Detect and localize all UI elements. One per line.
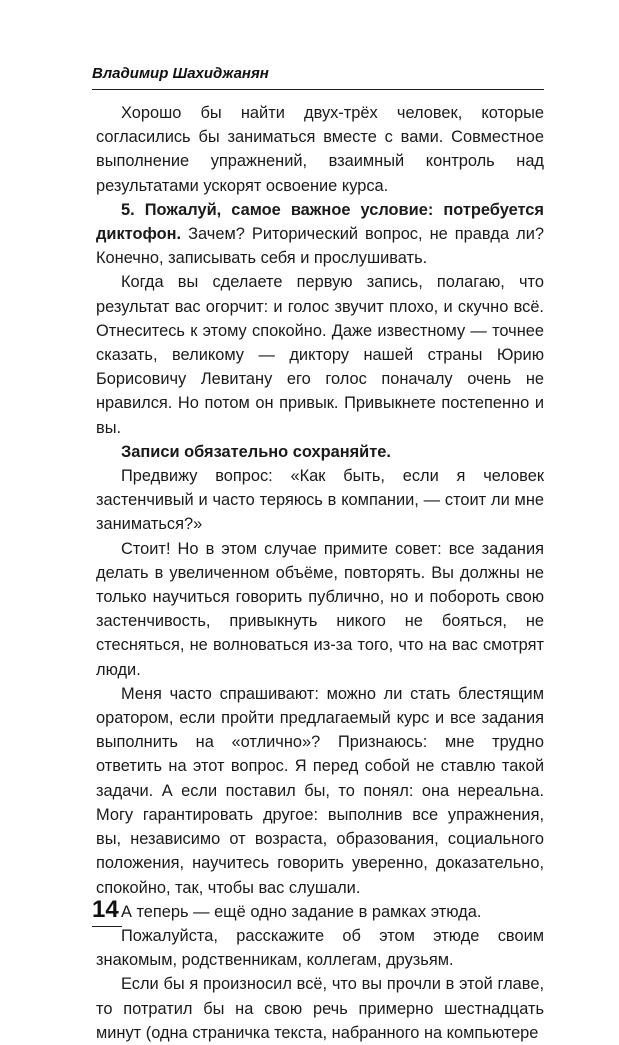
paragraph-bold-lead: Записи обязательно сохраняйте. (121, 442, 391, 461)
paragraph-bold-lead: 5. Пожалуй, самое важное условие: потребуется диктофон. (96, 200, 544, 244)
header-rule (92, 89, 544, 90)
paragraph-text: Пожалуйста, расскажите об этом этюде своим знакомым, родственникам, коллегам, друзьям. (96, 926, 544, 970)
paragraph-text: Стоит! Но в этом случае примите совет: все задания делать в увеличенном объёме, повторять. Вы должны не только научиться говорить публично, но и побороть свою застенчивость, привыкнуть никого не бояться, не стесняться, не волноваться из-за того, что на вас смотрят люди. (96, 539, 544, 679)
page-number-rule (92, 926, 122, 927)
paragraph-text: Если бы я произносил всё, что вы прочли в этой главе, то потратил бы на свою речь примерно шестнадцать минут (одна страничка текста, набранного на компьютере (96, 975, 544, 1042)
paragraph (96, 972, 544, 1045)
paragraph-text: Хорошо бы найти двух-трёх человек, которые согласились бы заниматься вместе с вами. Совместное выполнение упражнений, взаимный контроль над результатами ускорят освоение курса. (96, 104, 544, 195)
paragraph-bold-instruction (96, 440, 544, 464)
paragraph-text: Зачем? Риторический вопрос, не правда ли? Конечно, записывать себя и прослушивать. (96, 225, 544, 268)
paragraph (96, 270, 544, 439)
paragraph (96, 900, 544, 924)
paragraph-condition-5 (96, 198, 544, 271)
page-number: 14 (92, 896, 119, 923)
paragraph-text: А теперь — ещё одно задание в рамках этюда. (121, 902, 482, 921)
paragraph-text: Меня часто спрашивают: можно ли стать блестящим оратором, если пройти предлагаемый курс и все задания выполнить на «отлично»? Признаюсь: мне трудно ответить на этот вопрос. Я перед собой не ставлю такой задачи. А если поставил бы, то понял: она нереальна. Могу гарантировать другое: выполнив все упражнения, вы, независимо от возраста, образования, социального положения, научитесь говорить уверенно, доказательно, спокойно, так, чтобы вас слушали. (96, 684, 544, 897)
paragraph (96, 924, 544, 972)
body-text (96, 101, 544, 1045)
paragraph (96, 464, 544, 537)
running-header-author: Владимир Шахиджанян (92, 65, 269, 82)
paragraph-text: Когда вы сделаете первую запись, полагаю, что результат вас огорчит: и голос звучит плохо, и скучно всё. Отнеситесь к этому спокойно. Даже известному — точнее сказать, великому — диктору нашей страны Юрию Борисовичу Левитану его голос поначалу очень не нравился. Но потом он привык. Привыкнете постепенно и вы. (96, 273, 544, 437)
paragraph (96, 682, 544, 900)
paragraph (96, 537, 544, 682)
paragraph-text: Предвижу вопрос: «Как быть, если я человек застенчивый и часто теряюсь в компании, — стоит ли мне заниматься?» (96, 467, 544, 534)
paragraph (96, 101, 544, 198)
